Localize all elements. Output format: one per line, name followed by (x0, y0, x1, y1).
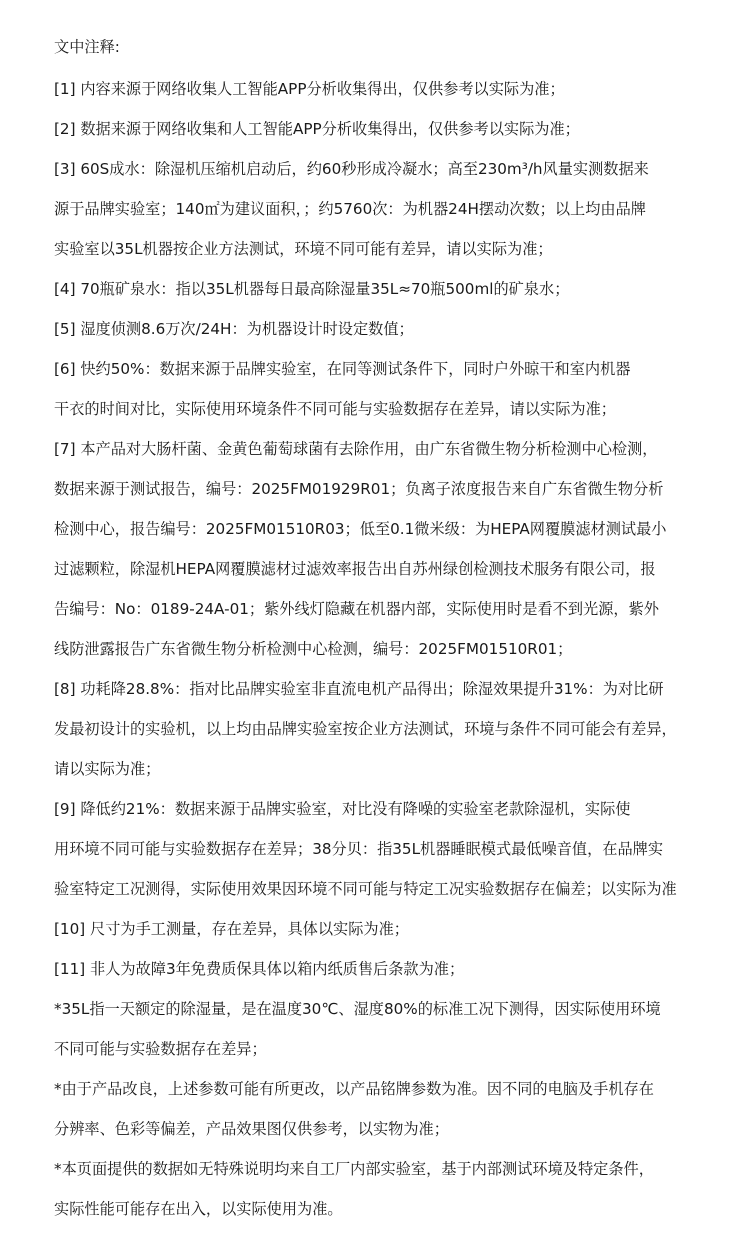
notes-heading: 文中注释: (54, 38, 120, 56)
note-2: [2] 数据来源于网络收集和人工智能APP分析收集得出，仅供参考以实际为准； (54, 120, 580, 138)
note-7-line-2: 数据来源于测试报告，编号：2025FM01929R01；负离子浓度报告来自广东省微生物分析 (54, 480, 664, 498)
note-4: [4] 70瓶矿泉水：指以35L机器每日最高除湿量35L≈70瓶500ml的矿泉水； (54, 280, 570, 298)
note-3-line-1: [3] 60S成水：除湿机压缩机启动后，约60秒形成冷凝水；高至230m³/h风量实测数据来 (54, 160, 649, 178)
disclaimer-35l-line-1: *35L指一天额定的除湿量，是在温度30℃、湿度80%的标准工况下测得，因实际使用环境 (54, 1000, 661, 1018)
note-8-line-1: [8] 功耗降28.8%：指对比品牌实验室非直流电机产品得出；除湿效果提升31%：为对比研 (54, 680, 664, 698)
note-3-line-3: 实验室以35L机器按企业方法测试，环境不同可能有差异，请以实际为准； (54, 240, 553, 258)
disclaimer-data-line-2: 实际性能可能存在出入，以实际使用为准。 (54, 1200, 343, 1218)
note-7-line-5: 告编号：No：0189-24A-01；紫外线灯隐藏在机器内部，实际使用时是看不到光源，紫外 (54, 600, 659, 618)
disclaimer-35l-line-2: 不同可能与实验数据存在差异； (54, 1040, 267, 1058)
note-7-line-1: [7] 本产品对大肠杆菌、金黄色葡萄球菌有去除作用，由广东省微生物分析检测中心检测， (54, 440, 658, 458)
note-1: [1] 内容来源于网络收集人工智能APP分析收集得出，仅供参考以实际为准； (54, 80, 565, 98)
note-11: [11] 非人为故障3年免费质保具体以箱内纸质售后条款为准； (54, 960, 465, 978)
note-7-line-3: 检测中心，报告编号：2025FM01510R03；低至0.1微米级：为HEPA网覆膜滤材测试最小 (54, 520, 667, 538)
disclaimer-product-line-2: 分辨率、色彩等偏差，产品效果图仅供参考，以实物为准； (54, 1120, 449, 1138)
note-3-line-2: 源于品牌实验室；140㎡为建议面积，；约5760次：为机器24H摆动次数；以上均由品牌 (54, 200, 646, 218)
note-10: [10] 尺寸为手工测量，存在差异，具体以实际为准； (54, 920, 409, 938)
note-6-line-1: [6] 快约50%：数据来源于品牌实验室，在同等测试条件下，同时户外晾干和室内机器 (54, 360, 631, 378)
note-9-line-3: 验室特定工况测得，实际使用效果因环境不同可能与特定工况实验数据存在偏差；以实际为准 (54, 880, 677, 898)
disclaimer-data-line-1: *本页面提供的数据如无特殊说明均来自工厂内部实验室，基于内部测试环境及特定条件， (54, 1160, 654, 1178)
note-9-line-1: [9] 降低约21%：数据来源于品牌实验室，对比没有降噪的实验室老款除湿机，实际使 (54, 800, 631, 818)
disclaimer-product-line-1: *由于产品改良，上述参数可能有所更改，以产品铭牌参数为准。因不同的电脑及手机存在 (54, 1080, 654, 1098)
note-5: [5] 湿度侦测8.6万次/24H：为机器设计时设定数值； (54, 320, 414, 338)
note-7-line-6: 线防泄露报告广东省微生物分析检测中心检测，编号：2025FM01510R01； (54, 640, 573, 658)
note-7-line-4: 过滤颗粒，除湿机HEPA网覆膜滤材过滤效率报告出自苏州绿创检测技术服务有限公司，报 (54, 560, 656, 578)
note-9-line-2: 用环境不同可能与实验数据存在差异；38分贝：指35L机器睡眠模式最低噪音值，在品牌实 (54, 840, 664, 858)
note-6-line-2: 干衣的时间对比，实际使用环境条件不同可能与实验数据存在差异，请以实际为准； (54, 400, 616, 418)
note-8-line-2: 发最初设计的实验机，以上均由品牌实验室按企业方法测试，环境与条件不同可能会有差异， (54, 720, 677, 738)
note-8-line-3: 请以实际为准； (54, 760, 161, 778)
